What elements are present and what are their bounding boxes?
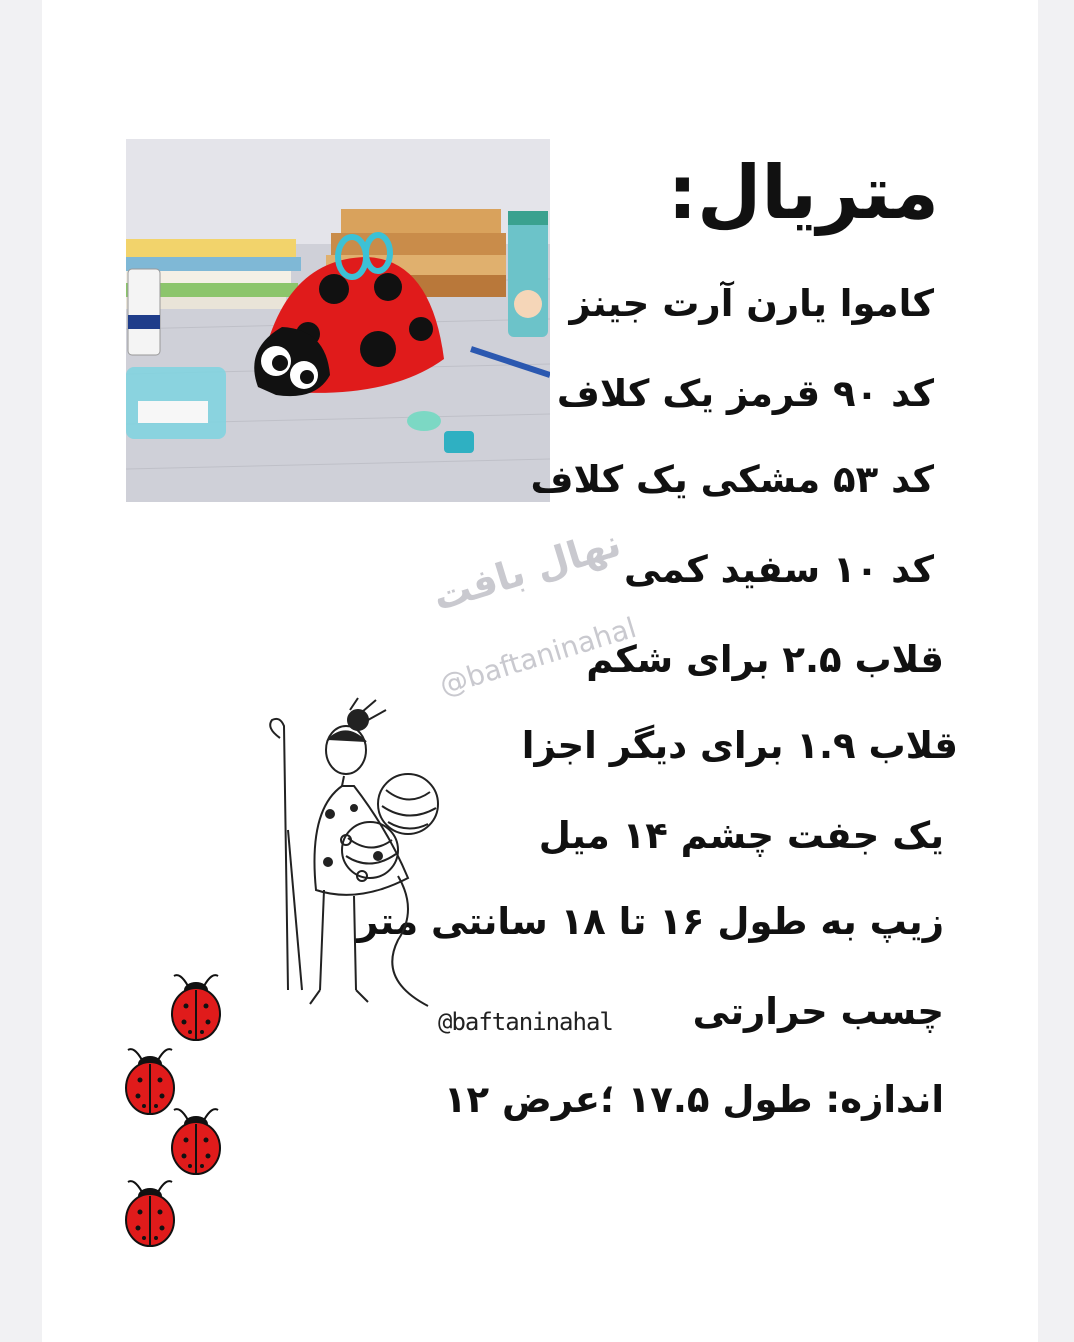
material-item-white: کد ۱۰ سفید کمی — [624, 548, 934, 591]
watermark-name: نهال بافت — [427, 520, 626, 620]
material-item-hook-belly: قلاب ۲.۵ برای شکم — [586, 638, 944, 681]
product-photo — [126, 139, 550, 502]
material-item-eyes: یک جفت چشم ۱۴ میل — [538, 814, 944, 857]
material-item-hook-parts: قلاب ۱.۹ برای دیگر اجزا — [521, 724, 958, 767]
knitter-girl-illustration — [258, 690, 458, 1030]
ladybug-icon — [120, 1172, 180, 1252]
watermark-handle: @baftaninahal — [435, 610, 640, 703]
signature: @baftaninahal — [438, 1008, 613, 1036]
ladybug-icon — [166, 1100, 226, 1180]
material-item-red: کد ۹۰ قرمز یک کلاف — [556, 372, 934, 415]
page-title: متریال: — [667, 150, 939, 236]
ladybug-icon — [166, 966, 226, 1046]
material-item-zipper: زیپ به طول ۱۶ تا ۱۸ سانتی متر — [357, 900, 944, 943]
material-item-glue: چسب حرارتی — [692, 990, 944, 1033]
material-item-black: کد ۵۳ مشکی یک کلاف — [530, 458, 934, 501]
ladybug-pouch-photo — [126, 139, 550, 502]
material-item-yarn: کاموا یارن آرت جینز — [569, 282, 934, 325]
material-item-size: اندازه: طول ۱۷.۵ ؛عرض ۱۲ — [443, 1078, 944, 1121]
